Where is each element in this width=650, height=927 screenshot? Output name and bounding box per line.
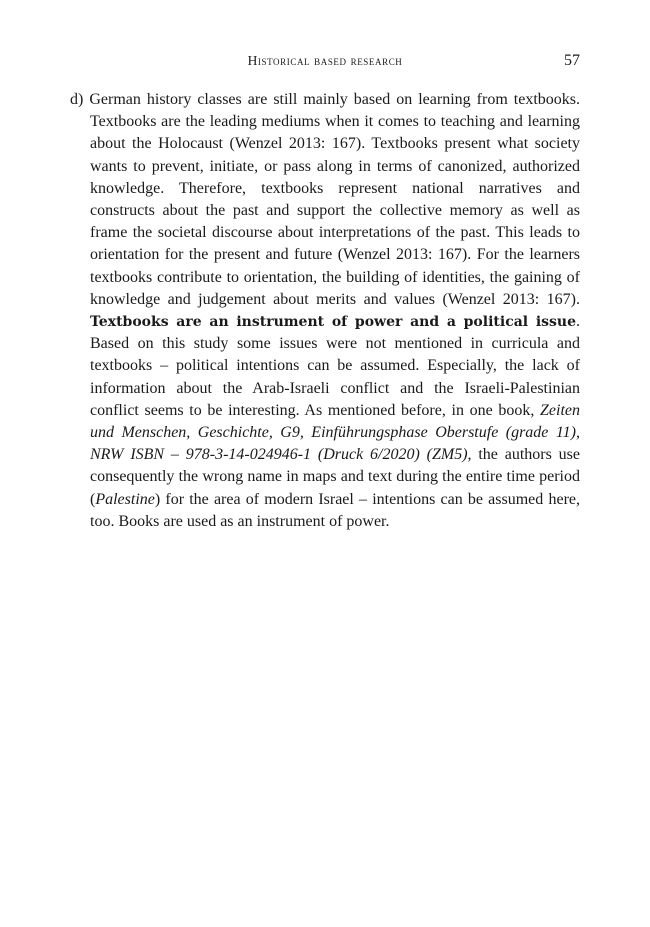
text-run-4: ) for the area of modern Israel – intentions can be assumed here, too. Books are used as an instrument of power. [90,490,580,530]
running-header [70,50,580,72]
list-marker: d) [70,91,84,108]
text-run-2: . Based on this study some issues were not mentioned in curricula and textbooks – political intentions can be assumed. Especially, the lack of information about the Arab-Israeli conflict and the Israeli-Palestinian conflict seems to be interesting. As mentioned before, in one book, [90,313,580,419]
body-text [70,89,580,533]
text-run-3: the authors use consequently the wrong name in maps and text during the entire time period ( [90,446,580,508]
running-title: Historical based research [247,53,403,68]
page-number: 57 [564,52,580,69]
map-name-term: Palestine [95,490,155,508]
bold-statement: Textbooks are an instrument of power and a political issue [90,314,576,331]
book-citation: Zeiten und Menschen, Geschichte, G9, Einführungsphase Oberstufe (grade 11), NRW ISBN – 978-3-14-024946-1 (Druck 6/2020) (ZM5), [90,401,580,464]
list-item-d [70,89,580,533]
text-run-1: German history classes are still mainly based on learning from textbooks. Textbooks are the leading mediums when it comes to teaching and learning about the Holocaust (Wenzel 2013: 167). Textbooks present what society wants to prevent, initiate, or pass along in terms of canonized, authorized knowledge. Therefore, textbooks represent national narratives and constructs about the past and support the collective memory as well as frame the societal discourse about interpretations of the past. This leads to orientation for the present and future (Wenzel 2013: 167). For the learners textbooks contribute to orientation, the building of identities, the gaining of knowledge and judgement about merits and values (Wenzel 2013: 167). [83,91,580,308]
